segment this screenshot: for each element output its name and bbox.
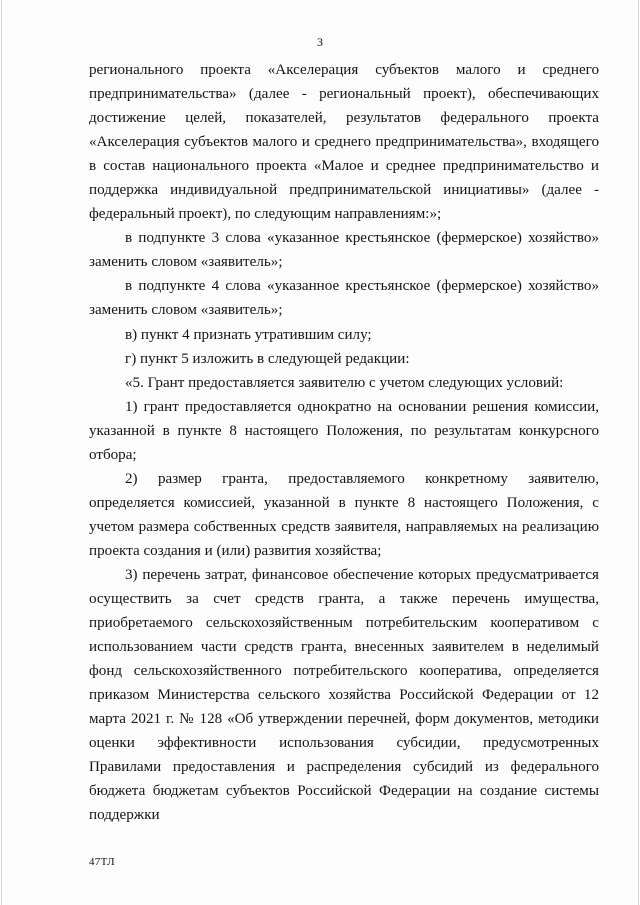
paragraph-condition-2: 2) размер гранта, предоставляемого конкретному заявителю, определяется комиссией, указанной в пункте 8 настоящего Положения, с учетом размера собственных средств заявителя, направляемых на реализацию проекта создания и (или) развития хозяйства; — [89, 470, 599, 559]
paragraph-item-5: «5. Грант предоставляется заявителю с учетом следующих условий: — [125, 374, 564, 391]
paragraph-condition-3: 3) перечень затрат, финансовое обеспечение которых предусматривается осуществить за счет средств гранта, а также перечень имущества, приобретаемого сельскохозяйственным потребительским кооперативом с использованием части средств гранта, внесенных заявителем в неделимый фонд сельскохозяйственного потребительского кооператива, определяется приказом Министерства сельского хозяйства Российской Федерации от 12 марта 2021 г. № 128 «Об утверждении перечней, форм документов, методики оценки эффективности использования субсидии, предусмотренных Правилами предоставления и распределения субсидий из федерального бюджета бюджетам субъектов Российской Федерации на создание системы поддержки — [89, 566, 599, 824]
footer-document-code: 47ТЛ — [89, 856, 115, 868]
paragraph-subitem-4: в подпункте 4 слова «указанное крестьянское (фермерское) хозяйство» заменить словом «заявитель»; — [89, 278, 599, 319]
document-body — [89, 58, 599, 828]
paragraph-item-v: в) пункт 4 признать утратившим силу; — [125, 326, 372, 343]
page-edge-left — [1, 0, 2, 905]
page-edge-right — [638, 0, 639, 905]
paragraph-condition-1: 1) грант предоставляется однократно на основании решения комиссии, указанной в пункте 8 настоящего Положения, по результатам конкурсного отбора; — [89, 398, 599, 463]
paragraph-item-g: г) пункт 5 изложить в следующей редакции: — [125, 350, 410, 367]
page-number: 3 — [317, 35, 323, 49]
paragraph-regional-project: регионального проекта «Акселерация субъектов малого и среднего предпринимательства» (далее - региональный проект), обеспечивающих достижение целей, показателей, результатов федерального проекта «Акселерация субъектов малого и среднего предпринимательства», входящего в состав национального проекта «Малое и среднее предпринимательство и поддержка индивидуальной предпринимательской инициативы» (далее - федеральный проект), по следующим направлениям:»; — [89, 62, 599, 223]
paragraph-subitem-3: в подпункте 3 слова «указанное крестьянское (фермерское) хозяйство» заменить словом «заявитель»; — [89, 230, 599, 271]
